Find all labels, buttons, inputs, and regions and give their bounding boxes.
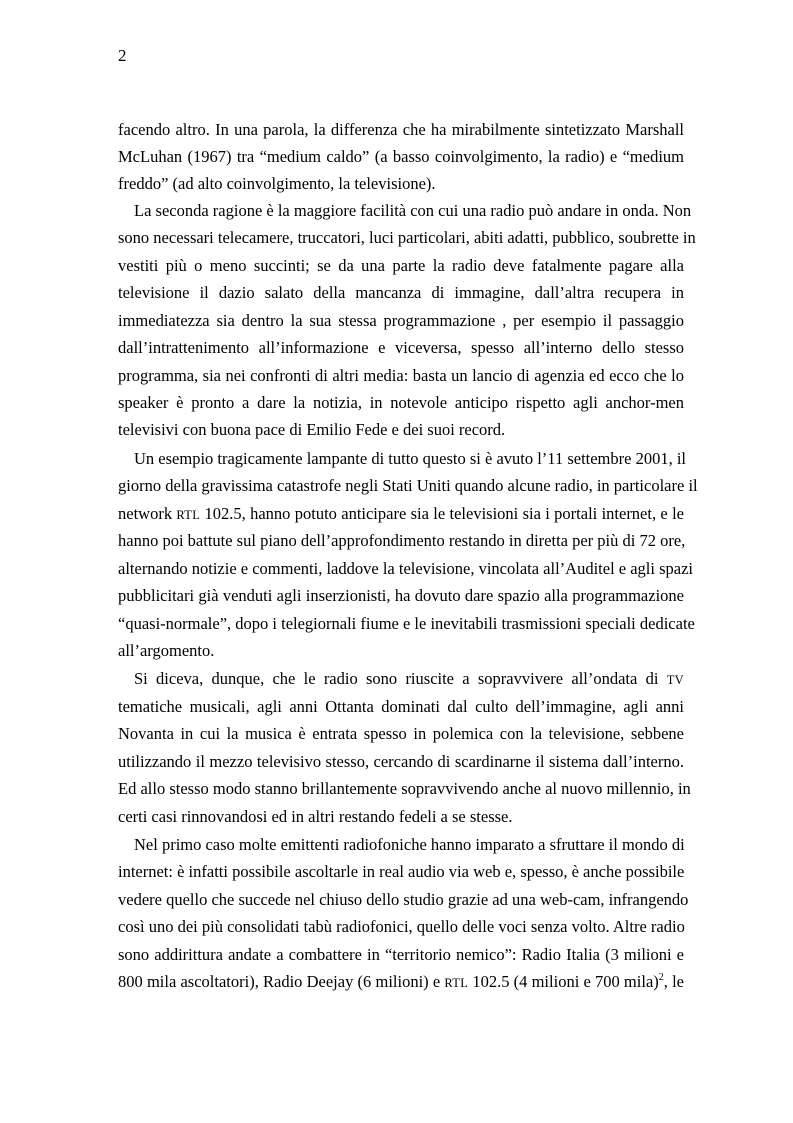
page-number: 2 bbox=[118, 46, 127, 65]
text-line bbox=[134, 201, 692, 221]
text-line bbox=[118, 476, 698, 496]
text-segment: facendo altro. In una parola, la differenza che ha mirabilmente sintetizzato Marshall bbox=[118, 120, 684, 139]
smallcaps-text: RTL bbox=[176, 508, 201, 522]
text-segment: televisione il dazio salato della mancanza di immagine, dall’altra recupera in bbox=[118, 283, 684, 302]
text-segment: 800 mila ascoltatori), Radio Deejay (6 milioni) e bbox=[118, 972, 445, 991]
text-segment: Ed allo stesso modo stanno brillantemente sopravvivendo anche al nuovo millennio, in bbox=[118, 779, 691, 798]
text-line bbox=[118, 697, 684, 717]
text-line bbox=[118, 917, 684, 937]
text-segment: alternando notizie e commenti, laddove la televisione, vincolata all’Auditel e agli spazi bbox=[118, 559, 694, 578]
text-line bbox=[118, 559, 694, 579]
text-line bbox=[118, 972, 684, 992]
text-line bbox=[118, 752, 684, 772]
text-line bbox=[118, 147, 684, 167]
text-line bbox=[134, 449, 687, 469]
text-segment: pubblicitari già venduti agli inserzionisti, ha dovuto dare spazio alla programmazione bbox=[118, 586, 684, 605]
text-segment: 102.5 (4 milioni e 700 mila) bbox=[468, 972, 659, 991]
text-segment: Nel primo caso molte emittenti radiofoniche hanno imparato a sfruttare il mondo di bbox=[134, 835, 685, 854]
text-segment: , le bbox=[663, 972, 684, 991]
text-segment: McLuhan (1967) tra “medium caldo” (a basso coinvolgimento, la radio) e “medium bbox=[118, 147, 684, 166]
text-segment: network bbox=[118, 504, 177, 523]
text-segment: tematiche musicali, agli anni Ottanta dominati dal culto dell’immagine, agli anni bbox=[118, 697, 684, 716]
text-line bbox=[118, 338, 684, 358]
text-segment: “quasi-normale”, dopo i telegiornali fiume e le inevitabili trasmissioni speciali dedicate bbox=[118, 614, 695, 633]
text-line bbox=[118, 724, 684, 744]
text-segment: sono addirittura andate a combattere in “territorio nemico”: Radio Italia (3 milioni e bbox=[118, 945, 684, 964]
text-segment: dall’intrattenimento all’informazione e viceversa, spesso all’interno dello stesso bbox=[118, 338, 684, 357]
text-line bbox=[118, 641, 684, 661]
text-segment: freddo” (ad alto coinvolgimento, la televisione). bbox=[118, 174, 436, 193]
text-segment: La seconda ragione è la maggiore facilità con cui una radio può andare in onda. Non bbox=[134, 201, 692, 220]
text-segment: hanno poi battute sul piano dell’approfondimento restando in diretta per più di 72 ore, bbox=[118, 531, 686, 550]
text-line bbox=[118, 174, 684, 194]
smallcaps-text: TV bbox=[666, 673, 684, 687]
text-segment: speaker è pronto a dare la notizia, in notevole anticipo rispetto agli anchor-men bbox=[118, 393, 684, 412]
text-line bbox=[118, 862, 684, 882]
footnote-marker: 2 bbox=[658, 971, 664, 983]
text-segment: televisivi con buona pace di Emilio Fede e dei suoi record. bbox=[118, 420, 506, 439]
text-line bbox=[118, 614, 695, 634]
text-line bbox=[118, 420, 684, 440]
text-line bbox=[118, 311, 684, 331]
text-segment: vestiti più o meno succinti; se da una parte la radio deve fatalmente pagare alla bbox=[118, 256, 684, 275]
text-segment: Novanta in cui la musica è entrata spesso in polemica con la televisione, sebbene bbox=[118, 724, 684, 743]
text-line bbox=[118, 120, 684, 140]
text-line bbox=[118, 504, 684, 524]
text-segment: 102.5, hanno potuto anticipare sia le televisioni sia i portali internet, e le bbox=[200, 504, 684, 523]
text-segment: internet: è infatti possibile ascoltarle in real audio via web e, spesso, è anche possibile bbox=[118, 862, 685, 881]
text-line bbox=[118, 945, 684, 965]
text-line bbox=[118, 807, 684, 827]
text-segment: Si diceva, dunque, che le radio sono riuscite a sopravvivere all’ondata di bbox=[134, 669, 667, 688]
text-segment: utilizzando il mezzo televisivo stesso, cercando di scardinarne il sistema dall’interno. bbox=[118, 752, 684, 771]
text-segment: immediatezza sia dentro la sua stessa programmazione , per esempio il passaggio bbox=[118, 311, 684, 330]
text-segment: all’argomento. bbox=[118, 641, 215, 660]
text-line bbox=[118, 531, 684, 551]
text-line bbox=[118, 256, 684, 276]
text-line bbox=[118, 779, 691, 799]
smallcaps-text: RTL bbox=[444, 976, 469, 990]
text-line bbox=[118, 890, 689, 910]
text-line bbox=[134, 669, 684, 689]
text-line bbox=[118, 393, 684, 413]
text-segment: certi casi rinnovandosi ed in altri restando fedeli a se stesse. bbox=[118, 807, 513, 826]
text-segment: Un esempio tragicamente lampante di tutto questo si è avuto l’11 settembre 2001, il bbox=[134, 449, 687, 468]
text-line bbox=[118, 586, 684, 606]
text-segment: sono necessari telecamere, truccatori, luci particolari, abiti adatti, pubblico, soubrette in bbox=[118, 228, 696, 247]
text-line bbox=[118, 366, 684, 386]
text-segment: vedere quello che succede nel chiuso dello studio grazie ad una web-cam, infrangendo bbox=[118, 890, 689, 909]
text-segment: così uno dei più consolidati tabù radiofonici, quello delle voci senza volto. Altre radio bbox=[118, 917, 685, 936]
text-segment: programma, sia nei confronti di altri media: basta un lancio di agenzia ed ecco che lo bbox=[118, 366, 684, 385]
text-segment: giorno della gravissima catastrofe negli Stati Uniti quando alcune radio, in particolare il bbox=[118, 476, 698, 495]
text-line bbox=[118, 228, 696, 248]
text-line bbox=[118, 283, 684, 303]
text-line bbox=[134, 835, 684, 855]
